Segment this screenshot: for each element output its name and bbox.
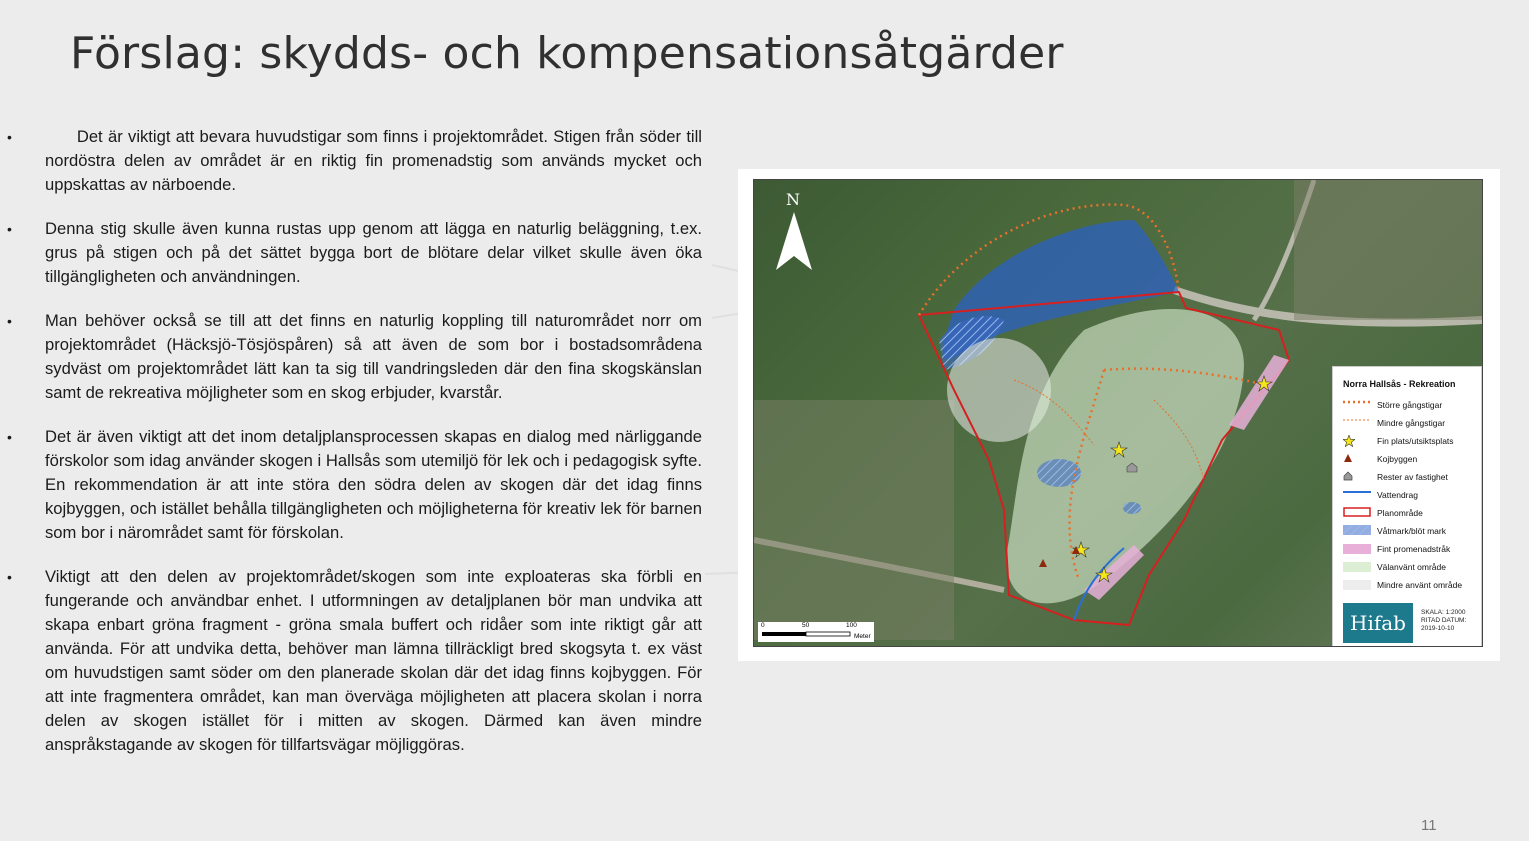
bullet-dot: •	[7, 129, 12, 145]
promenade-fill-icon	[1343, 544, 1371, 554]
legend-item	[1343, 471, 1448, 483]
legend-item	[1343, 453, 1417, 465]
bullet-item	[0, 565, 702, 757]
bullet-text: Det är viktigt att bevara huvudstigar som finns i projektområdet. Stigen från söder till nordöstra delen av området är en riktig fin promenadstig som används mycket och uppskattas av närboende.	[45, 127, 702, 194]
legend-label: Mindre använt område	[1377, 580, 1463, 590]
bullet-list	[0, 125, 702, 777]
legend-item	[1343, 507, 1423, 519]
bullet-text: Man behöver också se till att det finns en naturlig koppling till naturområdet norr om projektområdet (Häcksjö-Tösjöspåren) så att även de som bor i bostadsområdena sydväst om projektområdet lätt kan ta sig till vandringsleden där den fina skogskänslan samt de rekreativa möjligheter som en skog erbjuder, kvarstår.	[45, 311, 702, 402]
legend-label: Våtmark/blöt mark	[1377, 526, 1446, 536]
hifab-logo: Hifab	[1343, 603, 1413, 643]
bullet-dot: •	[7, 313, 12, 329]
north-arrow	[774, 190, 814, 270]
north-arrow-icon	[774, 212, 814, 272]
small-wetland	[1037, 459, 1081, 487]
triangle-icon	[1343, 454, 1371, 464]
legend-item	[1343, 435, 1454, 447]
legend-label: Välanvänt område	[1377, 562, 1446, 572]
minor-path-symbol-icon	[1343, 418, 1371, 428]
map-legend	[1332, 366, 1482, 647]
residential-area	[754, 400, 954, 640]
legend-item	[1343, 579, 1462, 591]
legend-item	[1343, 543, 1450, 555]
bullet-item	[0, 425, 702, 545]
scale-tick: 100	[846, 622, 857, 629]
legend-label: Planområde	[1377, 508, 1423, 518]
legend-item	[1343, 489, 1418, 501]
scale-tick: 0	[761, 622, 765, 629]
major-path-symbol-icon	[1343, 400, 1371, 410]
well-used-fill-icon	[1343, 562, 1371, 572]
aerial-map	[753, 179, 1483, 647]
wetland-hatch-icon	[1343, 526, 1371, 536]
bullet-item	[0, 217, 702, 289]
bullet-dot: •	[7, 429, 12, 445]
small-wetland	[1123, 502, 1141, 514]
legend-item	[1343, 417, 1445, 429]
legend-title: Norra Hallsås - Rekreation	[1343, 379, 1456, 389]
slide-title: Förslag: skydds- och kompensationsåtgärder	[70, 28, 1064, 79]
bullet-text: Denna stig skulle även kunna rustas upp genom att lägga en naturlig beläggning, t.ex. grus på stigen och på det sättet bygga bort de blötare delar vilket skulle även öka tillgängligheten och användningen.	[45, 219, 702, 286]
bullet-item	[0, 125, 702, 197]
plan-area-icon	[1343, 508, 1371, 518]
bullet-dot: •	[7, 569, 12, 585]
house-icon	[1343, 472, 1371, 482]
legend-label: Mindre gångstigar	[1377, 418, 1446, 428]
legend-item	[1343, 561, 1446, 573]
legend-label: Rester av fastighet	[1377, 472, 1448, 482]
legend-label: Vattendrag	[1377, 490, 1418, 500]
date-value: 2019-10-10	[1421, 625, 1455, 632]
bullet-item	[0, 309, 702, 405]
scale-label: SKALA: 1:2000	[1421, 609, 1466, 616]
date-label: RITAD DATUM:	[1421, 617, 1467, 624]
bullet-text: Viktigt att den delen av projektområdet/skogen som inte exploateras ska förbli en fungerande och användbar enhet. I utformningen av detaljplanen bör man undvika att skapa enbart gröna fragment - gröna smala buffert och ridåer som inte riktigt går att använda. För att undvika detta, behöver man lämna tillräckligt bred skogsyta t. ex väst om huvudstigen samt söder om den planerade skolan där det idag finns kojbyggen. För att inte fragmentera området, kan man överväga möjligheten att placera skolan i norra delen av skogen istället för i mitten av skogen. Därmed kan även mindre anspråkstagande av skogen för tillfartsvägar möjliggöras.	[45, 567, 702, 754]
map-scale-info	[1421, 609, 1466, 633]
stream-line-icon	[1343, 490, 1371, 500]
scale-bar	[758, 622, 874, 642]
legend-label: Fin plats/utsiktsplats	[1377, 436, 1454, 446]
scale-unit: Meter	[854, 633, 871, 640]
scale-tick: 50	[802, 622, 810, 629]
legend-item	[1343, 399, 1442, 411]
star-icon	[1343, 436, 1371, 446]
less-used-fill-icon	[1343, 580, 1371, 590]
legend-label: Kojbyggen	[1377, 454, 1418, 464]
legend-label: Större gångstigar	[1377, 400, 1443, 410]
map-figure	[738, 169, 1500, 661]
bullet-text: Det är även viktigt att det inom detaljplansprocessen skapas en dialog med närliggande förskolor som idag använder skogen i Hallsås som utemiljö för lek och i pedagogisk syfte. En rekommendation är att inte störa den södra delen av skogen där det idag finns kojbyggen, och istället behålla tillgängligheten och möjligheterna för kreativ lek för barnen som bor i närområdet samt för förskolan.	[45, 427, 702, 542]
residential-area	[1294, 180, 1482, 320]
page-number: 11	[1421, 817, 1437, 834]
legend-label: Fint promenadstråk	[1377, 544, 1451, 554]
bullet-dot: •	[7, 221, 12, 237]
legend-item	[1343, 525, 1446, 537]
north-label: N	[786, 190, 800, 209]
